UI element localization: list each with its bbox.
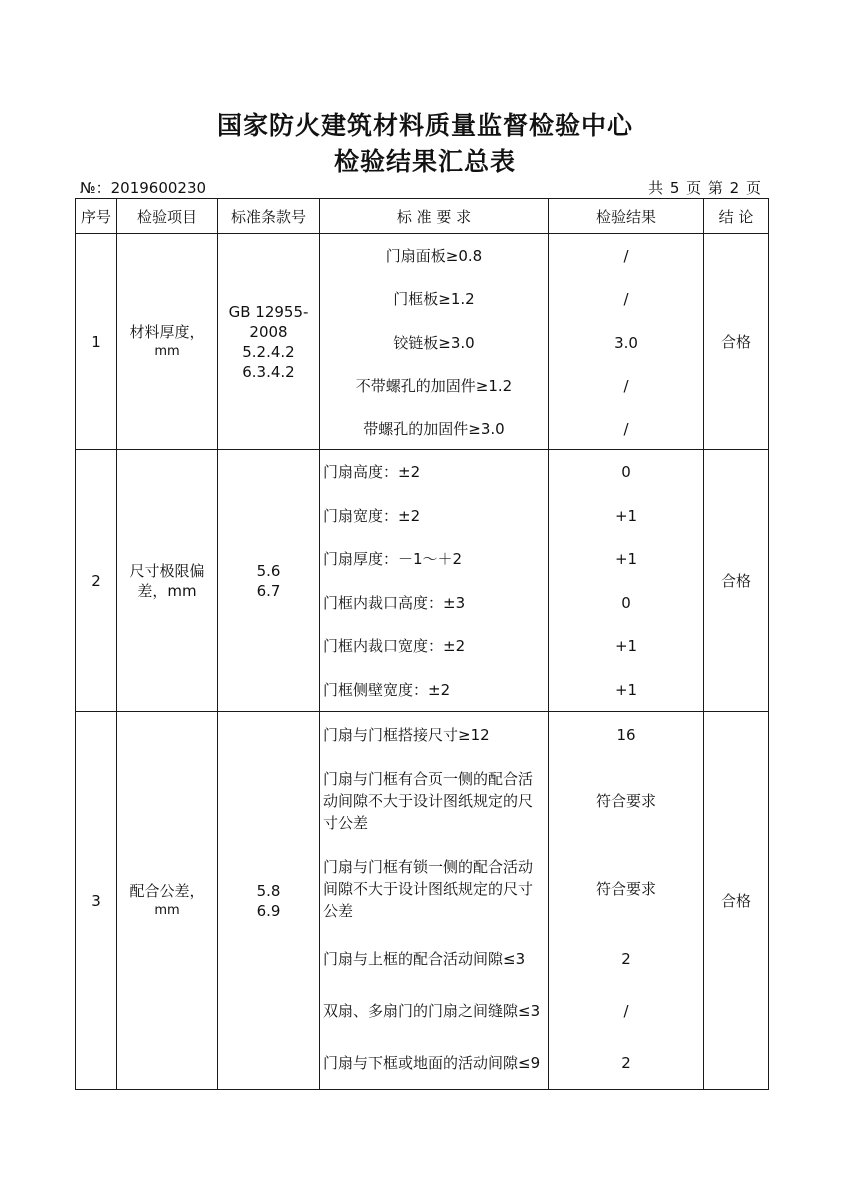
seal-stamp-edge [836,640,850,790]
col-header-requirement: 标 准 要 求 [320,199,549,234]
requirement: 门扇与门框搭接尺寸≥12 [323,725,490,744]
result: +1 [614,637,638,655]
clause: 2008 [249,322,288,341]
table-row [76,712,769,1090]
result: / [623,290,629,308]
result: 2 [621,1053,631,1072]
clause: 6.3.4.2 [242,362,295,381]
result: 2 [621,949,631,968]
page-info: 共 5 页 第 2 页 [648,179,762,197]
requirement: 不带螺孔的加固件≥1.2 [355,377,513,395]
test-item-name: 材料厚度， [129,322,205,341]
row-number: 1 [76,234,117,450]
col-header-clause: 标准条款号 [218,199,320,234]
conclusion: 合格 [704,450,769,712]
conclusion: 合格 [704,234,769,450]
results-list [549,713,703,1089]
requirement: 门框板≥1.2 [393,290,475,308]
requirement: 双扇、多扇门的门扇之间缝隙≤3 [323,1001,541,1020]
page-title: 国家防火建筑材料质量监督检验中心 [216,111,633,140]
row-number: 3 [76,712,117,1090]
report-number: №：2019600230 [80,179,207,197]
test-item [117,712,218,1090]
clause: 5.8 [256,881,281,900]
result: 16 [616,725,636,744]
result: / [623,246,629,265]
col-header-conclusion: 结 论 [704,199,769,234]
requirement: 门扇与门框有合页一侧的配合活动间隙不大于设计图纸规定的尺寸公差 [323,769,534,832]
result: 0 [621,463,631,481]
requirement: 门框侧壁宽度：±2 [323,680,451,699]
row-number: 2 [76,450,117,712]
clause-numbers [218,450,320,712]
table-header-row [76,199,769,234]
requirements-cell [320,450,549,712]
clause: 6.7 [256,581,281,600]
requirement: 门框内裁口高度：±3 [323,593,466,612]
clause-numbers [218,234,320,450]
test-item-name: 配合公差， [129,881,205,900]
clause: 6.9 [256,901,281,920]
test-item-unit: 差，mm [137,581,197,600]
result: 符合要求 [595,791,656,810]
requirement: 门扇宽度：±2 [323,506,421,525]
requirements-list [320,450,548,711]
requirement: 门扇面板≥0.8 [385,246,483,265]
result: / [623,1001,629,1020]
page-subtitle: 检验结果汇总表 [333,147,516,176]
col-header-result: 检验结果 [549,199,704,234]
requirements-cell [320,234,549,450]
table-row [76,234,769,450]
requirement: 铰链板≥3.0 [393,333,475,352]
results-table [75,198,769,1090]
requirements-list [320,713,548,1089]
results-list [549,234,703,449]
result: +1 [614,506,638,525]
result: +1 [614,680,638,699]
test-item [117,450,218,712]
clause: 5.6 [256,561,281,580]
requirement: 门扇厚度：－1～＋2 [323,550,463,568]
clause: GB 12955- [228,302,309,321]
requirement: 门扇高度：±2 [323,463,421,481]
test-item-unit: mm [154,902,180,918]
requirement: 门框内裁口宽度：±2 [323,637,466,655]
col-header-no: 序号 [76,199,117,234]
results-cell [549,712,704,1090]
result: / [623,377,629,395]
clause-numbers [218,712,320,1090]
test-item-name: 尺寸极限偏 [129,561,205,580]
results-list [549,450,703,711]
result: 3.0 [614,333,638,352]
requirements-list [320,234,548,449]
requirement: 门扇与门框有锁一侧的配合活动间隙不大于设计图纸规定的尺寸公差 [323,857,534,920]
table-row [76,450,769,712]
requirement: 门扇与下框或地面的活动间隙≤9 [323,1053,541,1072]
clause: 5.2.4.2 [242,342,295,361]
results-cell [549,450,704,712]
requirement: 带螺孔的加固件≥3.0 [363,419,505,438]
col-header-item: 检验项目 [117,199,218,234]
result: +1 [614,550,638,568]
result: / [623,419,629,438]
result: 符合要求 [595,879,656,898]
test-item [117,234,218,450]
results-cell [549,234,704,450]
test-item-unit: mm [154,343,180,359]
result: 0 [621,593,631,612]
requirements-cell [320,712,549,1090]
requirement: 门扇与上框的配合活动间隙≤3 [323,949,526,968]
conclusion: 合格 [704,712,769,1090]
